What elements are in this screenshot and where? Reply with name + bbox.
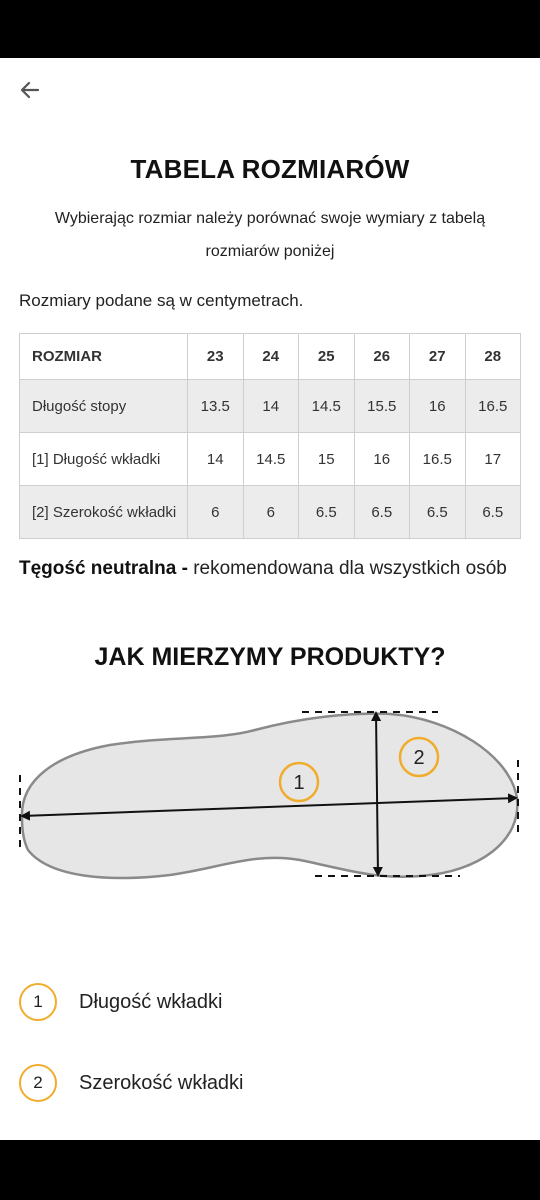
table-header-cell: ROZMIAR [20, 334, 188, 380]
table-header-cell: 23 [188, 334, 244, 380]
table-cell: 14 [188, 433, 244, 486]
table-cell: [2] Szerokość wkładki [20, 486, 188, 539]
tightness-note [19, 558, 507, 580]
legend-label: Szerokość wkładki [79, 1071, 244, 1094]
marker-1-label: 1 [293, 772, 305, 794]
tightness-text: rekomendowana dla wszystkich osób [187, 558, 507, 579]
page-title: TABELA ROZMIARÓW [130, 154, 410, 184]
table-cell: 13.5 [188, 380, 244, 433]
table-row [20, 380, 521, 433]
legend-number: 2 [19, 1064, 57, 1102]
table-cell: 16 [354, 433, 410, 486]
insole-diagram [0, 700, 540, 900]
size-table [19, 333, 521, 539]
table-header-row [20, 334, 521, 380]
table-header-cell: 26 [354, 334, 410, 380]
insole-outline [22, 714, 517, 878]
table-cell: 14.5 [243, 433, 299, 486]
back-button[interactable] [14, 74, 46, 106]
units-note: Rozmiary podane są w centymetrach. [19, 291, 304, 310]
table-cell: 14 [243, 380, 299, 433]
intro-text: Wybierając rozmiar należy porównać swoje wymiary z tabelą rozmiarów poniżej [54, 210, 486, 260]
legend-item-width [19, 1064, 244, 1102]
table-header-cell: 28 [465, 334, 521, 380]
tightness-label: Tęgość neutralna - [19, 558, 188, 579]
legend-label: Długość wkładki [79, 990, 223, 1013]
table-cell: 6.5 [410, 486, 466, 539]
table-header-cell: 24 [243, 334, 299, 380]
table-cell: 6 [188, 486, 244, 539]
table-cell: 17 [465, 433, 521, 486]
legend-number: 1 [19, 983, 57, 1021]
table-cell: [1] Długość wkładki [20, 433, 188, 486]
table-row [20, 433, 521, 486]
status-bar [0, 0, 540, 58]
table-header-cell: 25 [299, 334, 355, 380]
table-cell: 15.5 [354, 380, 410, 433]
table-cell: Długość stopy [20, 380, 188, 433]
table-cell: 15 [299, 433, 355, 486]
table-cell: 16.5 [410, 433, 466, 486]
measure-title: JAK MIERZYMY PRODUKTY? [94, 643, 446, 671]
table-cell: 16.5 [465, 380, 521, 433]
marker-2-label: 2 [413, 747, 425, 769]
table-cell: 14.5 [299, 380, 355, 433]
table-cell: 6 [243, 486, 299, 539]
table-cell: 16 [410, 380, 466, 433]
table-cell: 6.5 [299, 486, 355, 539]
table-cell: 6.5 [465, 486, 521, 539]
table-cell: 6.5 [354, 486, 410, 539]
arrow-left-icon [18, 78, 42, 102]
table-row [20, 486, 521, 539]
legend-item-length [19, 983, 222, 1021]
navigation-bar [0, 1140, 540, 1200]
table-header-cell: 27 [410, 334, 466, 380]
